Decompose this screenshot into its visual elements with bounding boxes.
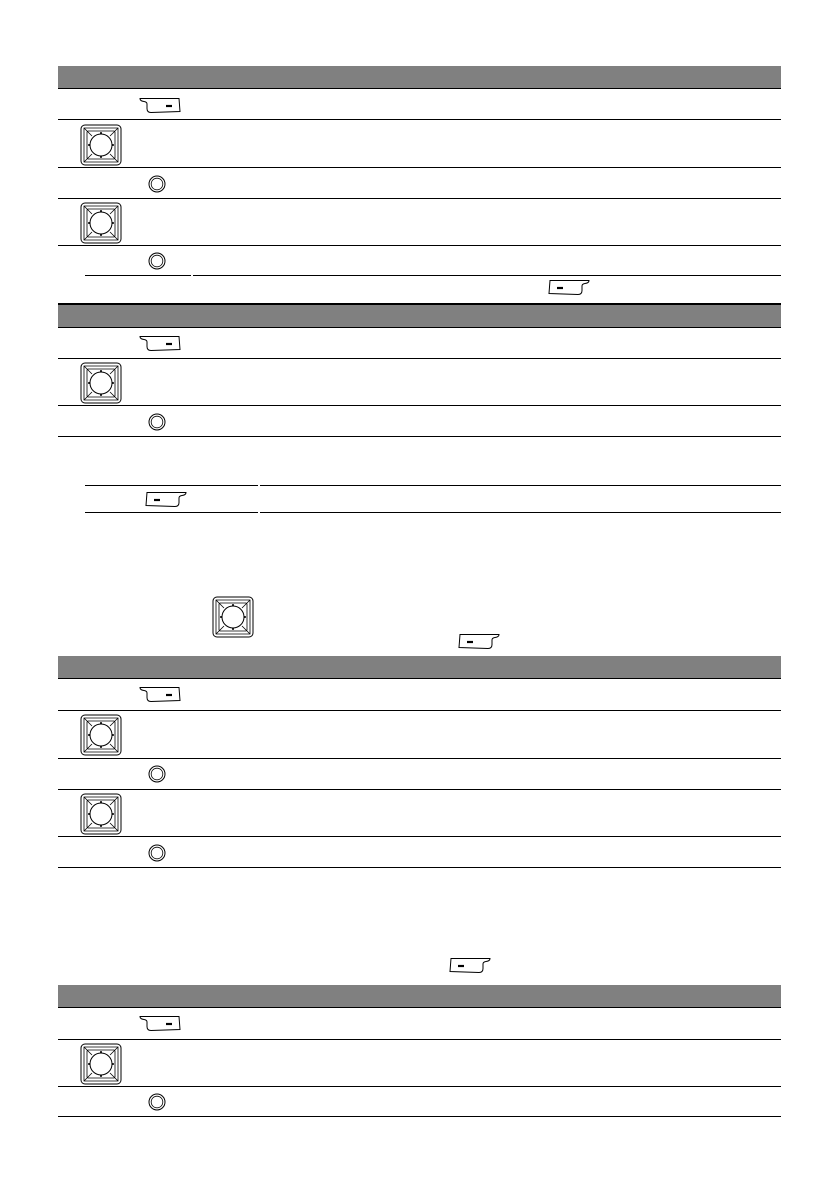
row-divider	[58, 836, 781, 837]
navigation-pad-icon	[80, 793, 122, 835]
row-divider	[58, 198, 781, 199]
row-divider	[58, 1086, 781, 1087]
table-header-band	[58, 66, 781, 88]
left-soft-key-icon	[139, 686, 181, 704]
navigation-pad-icon	[80, 202, 122, 244]
center-ok-key-icon	[148, 175, 166, 193]
row-divider	[193, 275, 781, 276]
center-ok-key-icon	[148, 413, 166, 431]
navigation-pad-icon	[80, 714, 122, 756]
row-divider	[58, 245, 781, 246]
row-divider	[58, 358, 781, 359]
row-divider	[58, 710, 781, 711]
table-bottom-rule	[260, 512, 781, 513]
row-divider	[58, 436, 781, 437]
right-soft-key-icon	[548, 279, 590, 297]
right-soft-key-icon	[458, 633, 500, 651]
table-bottom-rule	[58, 867, 781, 868]
center-ok-key-icon	[148, 252, 166, 270]
navigation-pad-icon	[212, 596, 254, 638]
row-divider	[58, 678, 781, 679]
left-soft-key-icon	[139, 335, 181, 353]
row-divider-short	[85, 275, 191, 276]
row-divider	[58, 327, 781, 328]
row-divider-short	[85, 512, 258, 513]
navigation-pad-icon	[80, 124, 122, 166]
left-soft-key-icon	[139, 1015, 181, 1033]
row-divider	[58, 1007, 781, 1008]
right-soft-key-icon	[449, 957, 491, 975]
row-divider	[58, 1039, 781, 1040]
row-divider	[260, 485, 781, 486]
row-divider	[58, 88, 781, 89]
row-divider	[58, 789, 781, 790]
row-divider	[58, 119, 781, 120]
center-ok-key-icon	[148, 1093, 166, 1111]
right-soft-key-icon	[145, 491, 187, 509]
table-header-band	[58, 305, 781, 327]
row-divider-short	[85, 485, 258, 486]
navigation-pad-icon	[80, 1043, 122, 1085]
row-divider	[58, 405, 781, 406]
left-soft-key-icon	[139, 97, 181, 115]
center-ok-key-icon	[148, 765, 166, 783]
navigation-pad-icon	[80, 362, 122, 404]
table-bottom-rule	[58, 1116, 781, 1117]
table-header-band	[58, 656, 781, 678]
center-ok-key-icon	[148, 844, 166, 862]
row-divider	[58, 167, 781, 168]
row-divider	[58, 758, 781, 759]
table-header-band	[58, 985, 781, 1007]
